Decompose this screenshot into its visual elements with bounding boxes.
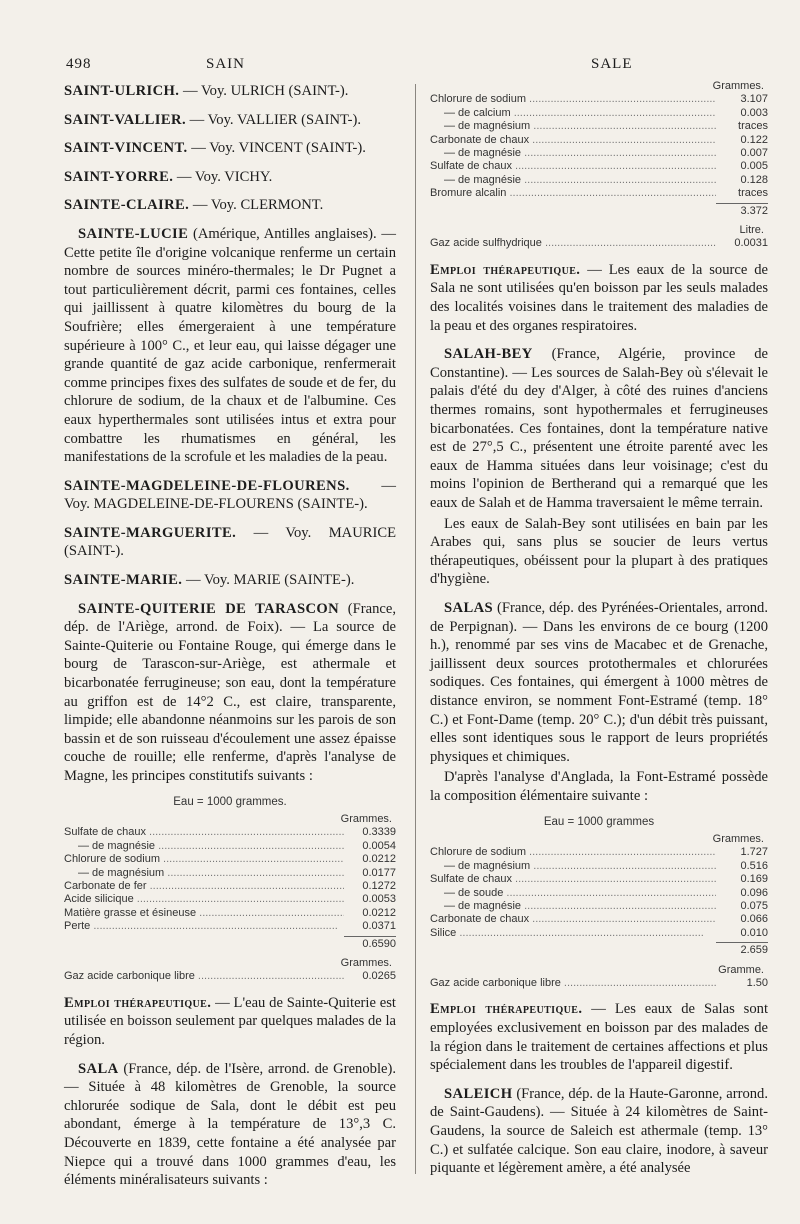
analysis-table-salas (430, 816, 768, 991)
emploi-quiterie (64, 994, 396, 1050)
row-value: 0.516 (740, 859, 768, 872)
entry-sainte-magdeleine (64, 477, 396, 514)
row-name: Chlorure de sodium ..... (64, 853, 344, 866)
row-name: — de calcium ..... (430, 107, 716, 120)
table-rows (64, 826, 396, 933)
row-value: 0.3339 (362, 826, 396, 839)
row-name: — de magnésium ..... (430, 120, 716, 133)
row-name: — de magnésie ..... (430, 900, 716, 913)
entry-salas (430, 599, 768, 766)
table-row (430, 927, 768, 940)
row-name: Acide silicique ..... (64, 893, 344, 906)
gas-unit: Litre. (739, 224, 764, 237)
row-name: Carbonate de chaux ..... (430, 134, 716, 147)
section-heading: Emploi thérapeutique. (430, 261, 581, 278)
table-row (64, 867, 396, 880)
table-row (430, 107, 768, 120)
entry-text: (France, dép. de la Haute-Garonne, arrond. de Saint-Gaudens). — Située à 24 kilomètres de Saint-Gaudens, la source de Saleich est athermale (temp. 13° C.) et sulfatée calcique. Son eau claire, inodore, à saveur piquante et légèrement amère, a été analysée (430, 1085, 768, 1177)
entry-text: — Voy. VICHY. (173, 168, 273, 185)
entry-headword: SAINTE-QUITERIE DE TARASCON (78, 600, 340, 617)
gas-value: 0.0265 (362, 970, 396, 983)
row-value: 0.066 (740, 913, 768, 926)
entry-text: — Voy. CLERMONT. (189, 197, 324, 214)
table-total: 3.372 (716, 203, 768, 218)
row-name: Bromure alcalin ..... (430, 187, 716, 200)
row-value: 0.075 (740, 899, 768, 912)
row-value: 0.003 (740, 106, 768, 119)
entry-headword: SAINTE-CLAIRE. (64, 197, 190, 214)
row-name: Chlorure de sodium ..... (430, 93, 716, 106)
entry-text: (France, dép. des Pyrénées-Orientales, arrond. de Perpignan). — Dans les environs de ce bourg (1200 h.), renommé par ses vins de Macabec et de Grenache, jaillissent deux sources protothermales et chlorurées sodiques. Ces fontaines, qui émergent à 1000 mètres de distance environ, se nomment Font-Estramé (temp. 18° C.) et Font-Dame (temp. 20° C.); d'un débit très puissant, elles sont identiques sous le rapport de leurs propriétés physiques et chimiques. (430, 599, 768, 765)
entry-sainte-lucie (64, 225, 396, 467)
table-row (430, 134, 768, 147)
table-row (430, 147, 768, 160)
table-caption: Eau = 1000 grammes (543, 815, 655, 828)
section-text: — Les eaux de la source de Sala ne sont utilisées qu'en boisson par les seuls malades des localités voisines dans le traitement des maladies de la peau et des organes respiratoires. (430, 261, 768, 334)
row-name: — de magnésie ..... (430, 174, 716, 187)
right-column (430, 82, 768, 1188)
table-rows (430, 846, 768, 940)
table-row (64, 853, 396, 866)
row-name: Sulfate de chaux ..... (430, 160, 716, 173)
row-name: — de magnésium ..... (64, 867, 344, 880)
analysis-table-sala (430, 80, 768, 251)
entry-saint-vincent (64, 139, 396, 158)
gas-value: 1.50 (746, 976, 768, 989)
column-divider (415, 84, 416, 1174)
gas-row (64, 970, 396, 983)
entry-saint-ulrich (64, 82, 396, 101)
row-value: 0.128 (740, 173, 768, 186)
table-row (64, 880, 396, 893)
row-value: 3.107 (740, 93, 768, 106)
entry-text: (France, dép. de l'Isère, arrond. de Grenoble). — Située à 48 kilomètres de Grenoble, la source chlorurée sodique de Sala, dont le débit est peu abondant, émerge à la température de 13°,3 C. Découverte en 1839, cette fontaine a été analysée par Niepce qui a trouvé dans 1000 grammes d'eau, les éléments minéralisateurs suivants : (64, 1060, 396, 1189)
table-row (430, 860, 768, 873)
row-value: 0.010 (740, 926, 768, 939)
row-value: 0.0054 (362, 839, 396, 852)
row-value: traces (738, 187, 768, 200)
row-value: 0.0212 (362, 906, 396, 919)
entry-headword: SAINTE-MARGUERITE. (64, 524, 237, 541)
gas-unit: Gramme. (718, 963, 764, 976)
row-value: 0.005 (740, 160, 768, 173)
row-name: Silice ..... (430, 927, 716, 940)
entry-text: — Voy. VINCENT (SAINT-). (187, 140, 366, 157)
entry-sainte-marie (64, 571, 396, 590)
entry-text: (France, dép. de l'Ariège, arrond. de Foix). — La source de Sainte-Quiterie ou Fontaine Rouge, qui émerge dans le bourg de Tarascon-sur-Ariège, est athermale et bicarbonatée ferrugineuse; son eau, dont la température au griffon est de 14°2 C., est claire, transparente, limpide; elle abandonne néanmoins sur les parois de son bassin et de son ruisseau d'écoulement une assez épaisse couche de rouille; elle renferme, d'après l'analyse de Magne, les principes constitutifs suivants : (64, 600, 396, 784)
row-value: 0.0053 (362, 893, 396, 906)
table-row (430, 160, 768, 173)
entry-headword: SALAS (444, 599, 494, 616)
entry-headword: SAINT-VINCENT. (64, 140, 188, 157)
row-name: — de magnésie ..... (430, 147, 716, 160)
row-value: 1.727 (740, 846, 768, 859)
entry-headword: SAINTE-MARIE. (64, 572, 183, 589)
row-value: traces (738, 120, 768, 133)
section-heading: Emploi thérapeutique. (64, 994, 212, 1011)
table-row (430, 93, 768, 106)
entry-sala (64, 1060, 396, 1190)
entry-text: (France, Algérie, province de Constantine). — Les sources de Salah-Bey où s'élevait le palais d'été du dey d'Alger, à côté des ruines d'anciens thermes romains, sont hypothermales et ferrugineuses bicarbonatées. Ces fontaines, dont la température native est de 27°,5 C., présentent une étroite parenté avec les eaux de Hamma situées dans leur voisinage; c'est du moins l'opinion de Bertherand qui a remarqué que les eaux de Salah et de Hamma traversaient le même terrain. (430, 346, 768, 511)
running-title-right: SALE (591, 56, 633, 72)
table-row (430, 187, 768, 200)
entry-headword: SALEICH (444, 1085, 513, 1102)
entry-salah-bey-cont: Les eaux de Salah-Bey sont utilisées en bain par les Arabes qui, sans plus se soucier de leurs vertus thérapeutiques, obéissent pour la plupart à des pratiques d'hygiène. (430, 515, 768, 588)
entry-headword: SAINT-VALLIER. (64, 111, 186, 128)
entry-text: (Amérique, Antilles anglaises). — Cette petite île d'origine volcanique renferme un certain nombre de sources minéro-thermales; le Dr Pugnet a tout particulièrement décrit, parmi ces fontaines, celles qui jaillissent à quatre kilomètres du bourg de la Soufrière; elles émergeraient à une température supérieure à 100° C., et leur eau, qui laisse dégager une grande quantité de gaz acide carbonique, renfermerait comme principes fixes des sulfates de soude et de fer, du chlorure de sodium, de la chaux et de l'albumine. Ces eaux hyperthermales sont utilisées intus et extra pour combattre les rhumatismes en général, les manifestations de la scrofule et les maladies de la peau. (64, 225, 396, 466)
row-name: Perte ..... (64, 920, 344, 933)
entry-headword: SAINTE-MAGDELEINE-DE-FLOURENS. (64, 477, 350, 494)
table-rows (430, 93, 768, 200)
gas-name: Gaz acide carbonique libre ..... (64, 970, 344, 983)
entry-saleich (430, 1085, 768, 1178)
running-title-left: SAIN (206, 56, 246, 72)
entry-text: — Voy. MARIE (SAINTE-). (182, 572, 355, 589)
entry-text: — Voy. MAURICE (SAINT-). (64, 524, 396, 560)
row-name: Sulfate de chaux ..... (430, 873, 716, 886)
entry-saint-yorre (64, 168, 396, 187)
page-number: 498 (66, 56, 92, 72)
row-name: Carbonate de fer ..... (64, 880, 344, 893)
gas-row (430, 237, 768, 250)
table-row (64, 907, 396, 920)
entry-text: — Voy. ULRICH (SAINT-). (179, 83, 349, 99)
row-value: 0.0212 (362, 853, 396, 866)
table-row (430, 887, 768, 900)
table-row (430, 174, 768, 187)
section-text: — Les eaux de Salas sont employées exclusivement en boisson par des malades de la région dans le traitement de certaines affections et plus spécialement dans les troubles de l'appareil digestif. (430, 1001, 768, 1074)
gas-value: 0.0031 (734, 237, 768, 250)
row-value: 0.007 (740, 147, 768, 160)
row-name: Chlorure de sodium ..... (430, 846, 716, 859)
table-total: 0.6590 (344, 936, 396, 951)
entry-headword: SALA (78, 1060, 119, 1077)
row-value: 0.0371 (362, 920, 396, 933)
entry-text: — Voy. MAGDELEINE-DE-FLOURENS (SAINTE-). (64, 477, 396, 513)
analysis-table-quiterie (64, 796, 396, 984)
table-unit: Grammes. (712, 80, 764, 92)
emploi-salas (430, 1000, 768, 1074)
gas-name: Gaz acide sulfhydrique ..... (430, 237, 716, 250)
row-name: Carbonate de chaux ..... (430, 913, 716, 926)
entry-headword: SAINTE-LUCIE (78, 225, 189, 242)
table-row (64, 920, 396, 933)
table-row (430, 900, 768, 913)
entry-headword: SAINT-ULRICH. (64, 83, 180, 99)
gas-row (430, 977, 768, 990)
emploi-sala (430, 261, 768, 335)
row-name: Sulfate de chaux ..... (64, 826, 344, 839)
entry-text: — Voy. VALLIER (SAINT-). (186, 111, 362, 128)
gas-name: Gaz acide carbonique libre ..... (430, 977, 716, 990)
row-value: 0.1272 (362, 880, 396, 893)
entry-sainte-marguerite (64, 524, 396, 561)
entry-sainte-claire (64, 196, 396, 215)
table-unit: Grammes. (340, 813, 392, 825)
row-name: — de magnésie ..... (64, 840, 344, 853)
row-name: — de magnésium ..... (430, 860, 716, 873)
row-name: Matière grasse et ésineuse ..... (64, 907, 344, 920)
table-row (430, 120, 768, 133)
left-column (64, 82, 396, 1200)
section-heading: Emploi thérapeutique. (430, 1001, 583, 1018)
entry-saint-vallier (64, 111, 396, 130)
row-value: 0.0177 (362, 866, 396, 879)
gas-unit: Grammes. (340, 957, 392, 970)
row-value: 0.096 (740, 886, 768, 899)
table-row (430, 846, 768, 859)
entry-headword: SAINT-YORRE. (64, 168, 174, 185)
table-unit: Grammes. (712, 832, 764, 845)
row-value: 0.122 (740, 133, 768, 146)
table-row (64, 840, 396, 853)
entry-sainte-quiterie (64, 600, 396, 786)
section-text: — L'eau de Sainte-Quiterie est utilisée en boisson seulement par quelques malades de la région. (64, 994, 396, 1049)
table-row (64, 826, 396, 839)
table-row (430, 913, 768, 926)
table-caption: Eau = 1000 grammes. (173, 795, 287, 808)
row-name: — de soude ..... (430, 887, 716, 900)
table-row (64, 893, 396, 906)
table-row (430, 873, 768, 886)
table-total: 2.659 (716, 942, 768, 957)
row-value: 0.169 (740, 873, 768, 886)
entry-salas-cont: D'après l'analyse d'Anglada, la Font-Estramé possède la composition élémentaire suivante : (430, 769, 768, 804)
entry-salah-bey (430, 345, 768, 512)
entry-headword: SALAH-BEY (444, 346, 533, 363)
